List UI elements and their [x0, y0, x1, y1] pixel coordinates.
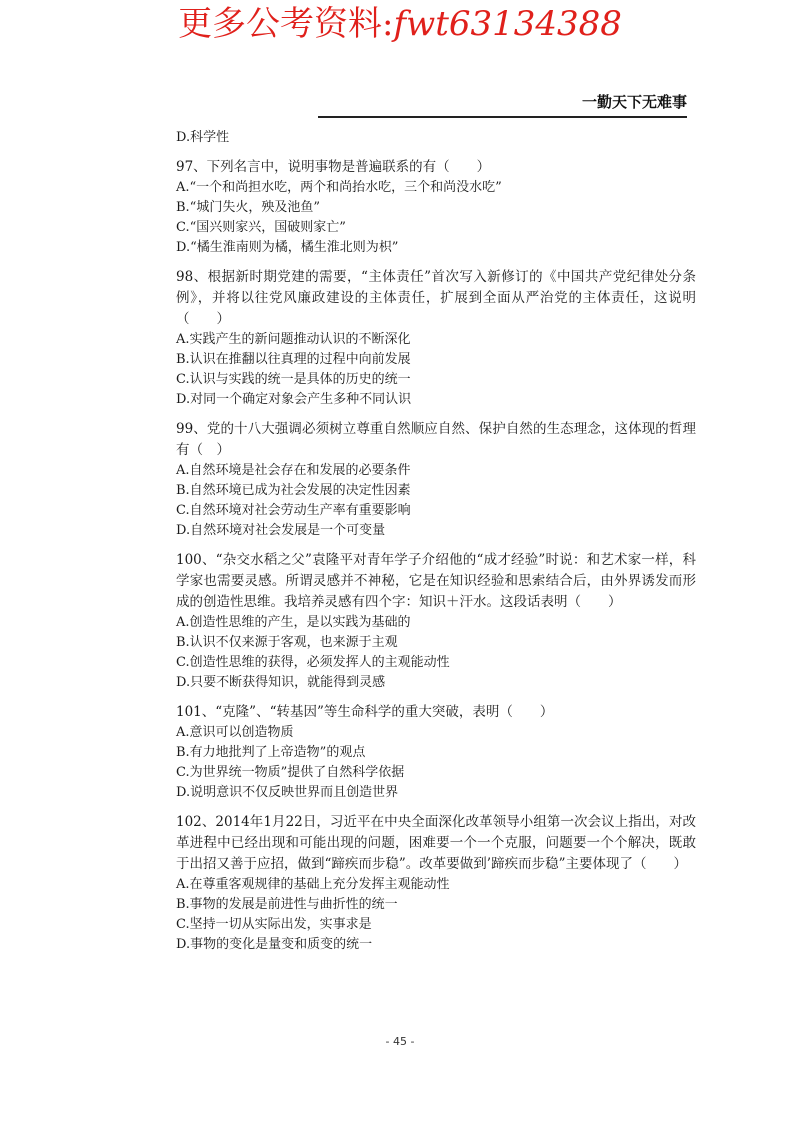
option-a: A.创造性思维的产生，是以实践为基础的: [176, 615, 411, 630]
option-b: B.有力地批判了上帝造物”的观点: [176, 745, 366, 760]
page-number: - 45 -: [385, 1035, 415, 1048]
option-d: D.“橘生淮南则为橘，橘生淮北则为枳”: [176, 240, 399, 255]
question-stem: 98、根据新时期党建的需要，“主体责任”首次写入新修订的《中国共产党纪律处分条例》，并将以往党风廉政建设的主体责任，扩展到全面从严治党的主体责任，这说明（ ）: [176, 269, 696, 327]
question-stem: 97、下列名言中，说明事物是普遍联系的有（ ）: [176, 159, 491, 175]
option-d: D.只要不断获得知识，就能得到灵感: [176, 675, 386, 690]
option-c: C.为世界统一物质”提供了自然科学依据: [176, 765, 405, 780]
page-header-motto: 一勤天下无难事: [581, 93, 687, 111]
option-b: B.“城门失火，殃及池鱼”: [176, 200, 320, 215]
carryover-option: D.科学性: [176, 130, 230, 145]
page-content: [176, 128, 696, 955]
option-c: C.“国兴则家兴，国破则家亡”: [176, 220, 346, 235]
option-d: D.说明意识不仅反映世界而且创造世界: [176, 785, 399, 800]
question-102: [176, 812, 696, 955]
question-stem: 102、2014年1月22日，习近平在中央全面深化改革领导小组第一次会议上指出，对改革进程中已经出现和可能出现的问题，困难要一个一个克服，问题要一个个解决，既敢于出招又善于应招，做到“蹄疾而步稳”。改革要做到’蹄疾而步稳”主要体现了（ ）: [176, 814, 696, 872]
option-d: D.事物的变化是量变和质变的统一: [176, 937, 373, 952]
promo-banner: [0, 2, 800, 46]
option-c: C.创造性思维的获得，必须发挥人的主观能动性: [176, 655, 450, 670]
option-b: B.认识不仅来源于客观，也来源于主观: [176, 635, 398, 650]
question-100: [176, 550, 696, 693]
question-101: [176, 702, 696, 803]
option-a: A.自然环境是社会存在和发展的必要条件: [176, 463, 411, 478]
option-d: D.对同一个确定对象会产生多种不同认识: [176, 392, 412, 407]
header-rule: [318, 116, 687, 118]
option-c: C.坚持一切从实际出发，实事求是: [176, 917, 372, 932]
option-b: B.认识在推翻以往真理的过程中向前发展: [176, 352, 411, 367]
option-a: A.“一个和尚担水吃，两个和尚抬水吃，三个和尚没水吃”: [176, 180, 502, 195]
option-a: A.实践产生的新问题推动认识的不断深化: [176, 332, 411, 347]
question-98: [176, 267, 696, 410]
banner-contact: fwt63134388: [393, 4, 622, 44]
question-stem: 100、“杂交水稻之父”袁隆平对青年学子介绍他的“成才经验”时说：和艺术家一样，科学家也需要灵感。所谓灵感并不神秘，它是在知识经验和思索结合后，由外界诱发而形成的创造性思维。我培养灵感有四个字：知识＋汗水。这段话表明（ ）: [176, 552, 696, 610]
option-c: C.认识与实践的统一是具体的历史的统一: [176, 372, 411, 387]
banner-prefix: 更多公考资料:: [178, 4, 394, 44]
option-a: A.在尊重客观规律的基础上充分发挥主观能动性: [176, 877, 450, 892]
option-a: A.意识可以创造物质: [176, 725, 294, 740]
question-stem: 99、党的十八大强调必须树立尊重自然顺应自然、保护自然的生态理念，这体现的哲理有（ ）: [176, 421, 696, 458]
question-97: [176, 157, 696, 258]
option-b: B.自然环境已成为社会发展的决定性因素: [176, 483, 411, 498]
question-99: [176, 419, 696, 541]
question-stem: 101、“克隆”、“转基因”等生命科学的重大突破，表明（ ）: [176, 704, 554, 720]
option-d: D.自然环境对社会发展是一个可变量: [176, 523, 386, 538]
option-c: C.自然环境对社会劳动生产率有重要影响: [176, 503, 411, 518]
option-b: B.事物的发展是前进性与曲折性的统一: [176, 897, 398, 912]
